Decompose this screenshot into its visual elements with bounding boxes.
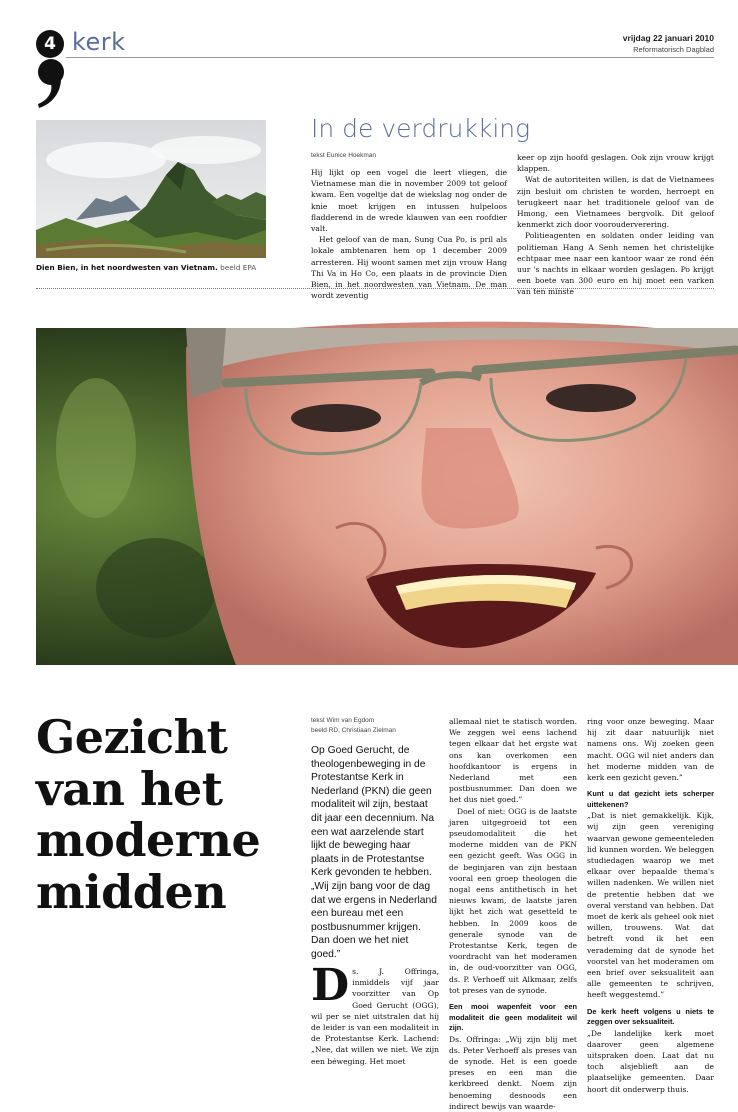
main-byline-photo: beeld RD, Christiaan Zielman <box>311 727 396 734</box>
intro-column <box>311 716 439 960</box>
paragraph: ring voor onze beweging. Maar hij zit daar natuurlijk niet namens ons. Wij zoeken geen macht. OGG wil niet anders dan het moderne midden van de kerk een gezicht geven.” <box>587 717 714 783</box>
photo-credit: beeld EPA <box>220 263 257 272</box>
portrait-photo <box>36 328 738 665</box>
section-title: kerk <box>72 28 126 56</box>
question-subhead: Kunt u dat gezicht iets scherper uittekenen? <box>587 789 714 809</box>
publication-name: Reformatorisch Dagblad <box>633 45 714 54</box>
intro-text: Op Goed Gerucht, de theologenbeweging in de Protestantse Kerk in Nederland (PKN) die geen modaliteit wil zijn, bestaat dit jaar een decennium. Na een wat aarzelende start lijkt de beweging haar plaats in de Protestantse Kerk gevonden te hebben. „Wij zijn bang voor de dag dat we ergens in Nederland een bureau met een postbusnummer krijgen. Dan doen we het niet goed.” <box>311 745 437 960</box>
paragraph: Ds. Offringa: „Wij zijn blij met ds. Peter Verhoeff als preses van de synode. Het is een goede preses en een man die kerkbreed denkt. Noem zijn benoeming desnoods een indirect bewijs van waarde- <box>449 1034 577 1111</box>
paragraph: „De landelijke kerk moet daarover geen algemene uitspraken doen. Laat dat nu toch alsjeblieft aan de plaatselijke gemeenten. Daar hoort dit onderwerp thuis. <box>587 1028 714 1094</box>
main-byline-text: tekst Wim van Egdom <box>311 717 375 724</box>
paragraph: Het geloof van de man, Sung Cua Po, is pril als lokale ambtenaren hem op 1 december 2009 arresteren. Hij woont samen met zijn vrouw Hang Thi Va in Ho Co, een plaats in de provincie Dien Bien, in het noordwesten van Vietnam. De man wordt zeventig <box>311 235 507 301</box>
header-divider <box>66 57 714 58</box>
landscape-photo <box>36 120 266 258</box>
drop-cap: D <box>311 960 350 1011</box>
photo-caption <box>36 263 256 272</box>
paragraph: Wat de autoriteiten willen, is dat de Vietnamees zijn besluit om christen te worden, herroept en terugkeert naar het traditionele geloof van de Hmong, een Vietnamees bergvolk. Dit geloof kenmerkt zich door voorouderverering. <box>517 175 714 230</box>
paragraph: Doel of niet: OGG is de laatste jaren uitgegroeid tot een pseudomodaliteit die het moderne midden van de PKN een gezicht geeft. Was OGG in de beginjaren van zijn bestaan vooral een groep theologen die nogal eens antithetisch in het nieuws kwam, de laatste jaren lijkt het zich wat gesetteld te hebben. In 2009 koos de generale synode van de Protestantse Kerk, tegen de voordracht van het moderamen in, de oud-voorzitter van OGG, ds. P. Verhoeff uit Alkmaar, zelfs tot preses van de synode. <box>449 806 577 995</box>
top-story-column-2 <box>517 152 714 297</box>
section-divider <box>36 288 714 289</box>
top-story-title: In de verdrukking <box>311 114 531 143</box>
main-column-3 <box>587 716 714 1094</box>
issue-date: vrijdag 22 januari 2010 <box>622 33 714 43</box>
comma-logo-icon <box>36 58 66 110</box>
paragraph: keer op zijn hoofd geslagen. Ook zijn vrouw krijgt klappen. <box>517 153 714 174</box>
top-story-byline: tekst Eunice Hoekman <box>311 152 377 159</box>
paragraph: allemaal niet te statisch worden. We zeggen wel eens lachend tegen elkaar dat het ergste wat ons kan overkomen een hoofdkantoor is ergens in Nederland met een postbusnummer. Dan doen we het dus niet goed.” <box>449 717 577 805</box>
main-column-1 <box>311 960 439 1066</box>
paragraph: s. J. Offringa, inmiddels vijf jaar voorzitter van Op Goed Gerucht (OGG), wil per se niet uitstralen dat hij de leider is van een modaliteit in de Protestantse Kerk. Lachend: „Nee, dat willen we niet. We zijn een béweging. Het moet <box>311 967 439 1066</box>
page-number: 4 <box>36 30 64 58</box>
caption-text: Dien Bien, in het noordwesten van Vietnam. <box>36 263 218 272</box>
main-column-2 <box>449 716 577 1111</box>
paragraph: Politieagenten en soldaten onder leiding van politieman Hang A Senh nemen het christelijke echtpaar mee naar een kantoor waar ze rond één uur 's nachts in elkaar worden geslagen. Po krijgt een boete van 300 euro en hij moet een varken van ten minste <box>517 231 714 297</box>
question-subhead: Een mooi wapenfeit voor een modaliteit die geen modaliteit wil zijn. <box>449 1002 577 1033</box>
top-story-column-1 <box>311 152 507 301</box>
paragraph: Hij lijkt op een vogel die leert vliegen, die Vietnamese man die in november 2009 tot geloof kwam. Een vogeltje dat de wiekslag nog onder de knie moet krijgen en intussen hulpeloos fladderend in de wrede klauwen van een roofdier valt. <box>311 168 507 234</box>
paragraph: „Dat is niet gemakkelijk. Kijk, wij zijn geen vereniging waarvan gewone gemeenteleden lid kunnen worden. We beleggen studiedagen waarop we met elkaar over bepaalde thema's willen nadenken. We willen niet de pretentie hebben dat we overal verstand van hebben. Dat moet de kerk als geheel ook niet willen, trouwens. Wat dat betreft vond ik het een verademing dat de synode het voorstel van het moderamen om een brief over seksualiteit aan alle gemeenten te schrijven, heeft weggestemd.” <box>587 811 714 1000</box>
question-subhead: De kerk heeft volgens u niets te zeggen over seksualiteit. <box>587 1006 714 1027</box>
main-headline: Gezicht van het moderne midden <box>36 710 261 919</box>
